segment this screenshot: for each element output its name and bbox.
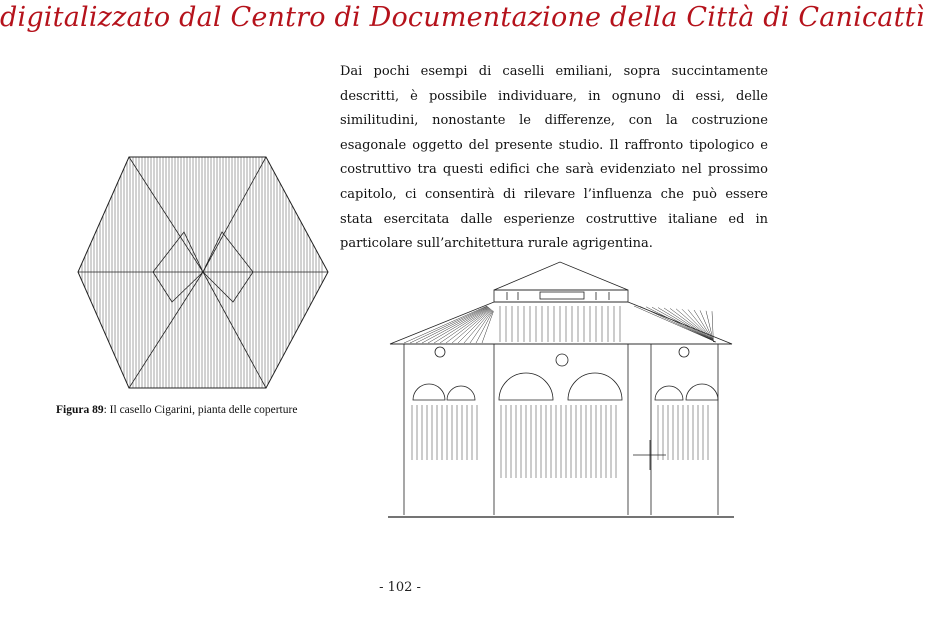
digitization-watermark: digitalizzato dal Centro di Documentazione della Città di Canicattì: [0, 2, 925, 33]
body-paragraph: Dai pochi esempi di caselli emiliani, sopra succintamente descritti, è possibile individuare, in ognuno di essi, delle similitudini, nonostante le differenze, con la costruzione esagonale oggetto del presente studio. Il raffronto tipologico e costruttivo tra questi edifici che sarà evidenziato nel prossimo capitolo, ci consentirà di rilevare l’influenza che può essere stata esercitata dalle esperienze costruttive italiane ed in particolare sull’architettura rurale agrigentina.: [340, 64, 768, 252]
figure-label: Figura 89: [56, 404, 104, 416]
page-number: - 102 -: [379, 580, 421, 595]
figure-caption-text: : Il casello Cigarini, pianta delle coperture: [103, 404, 298, 416]
